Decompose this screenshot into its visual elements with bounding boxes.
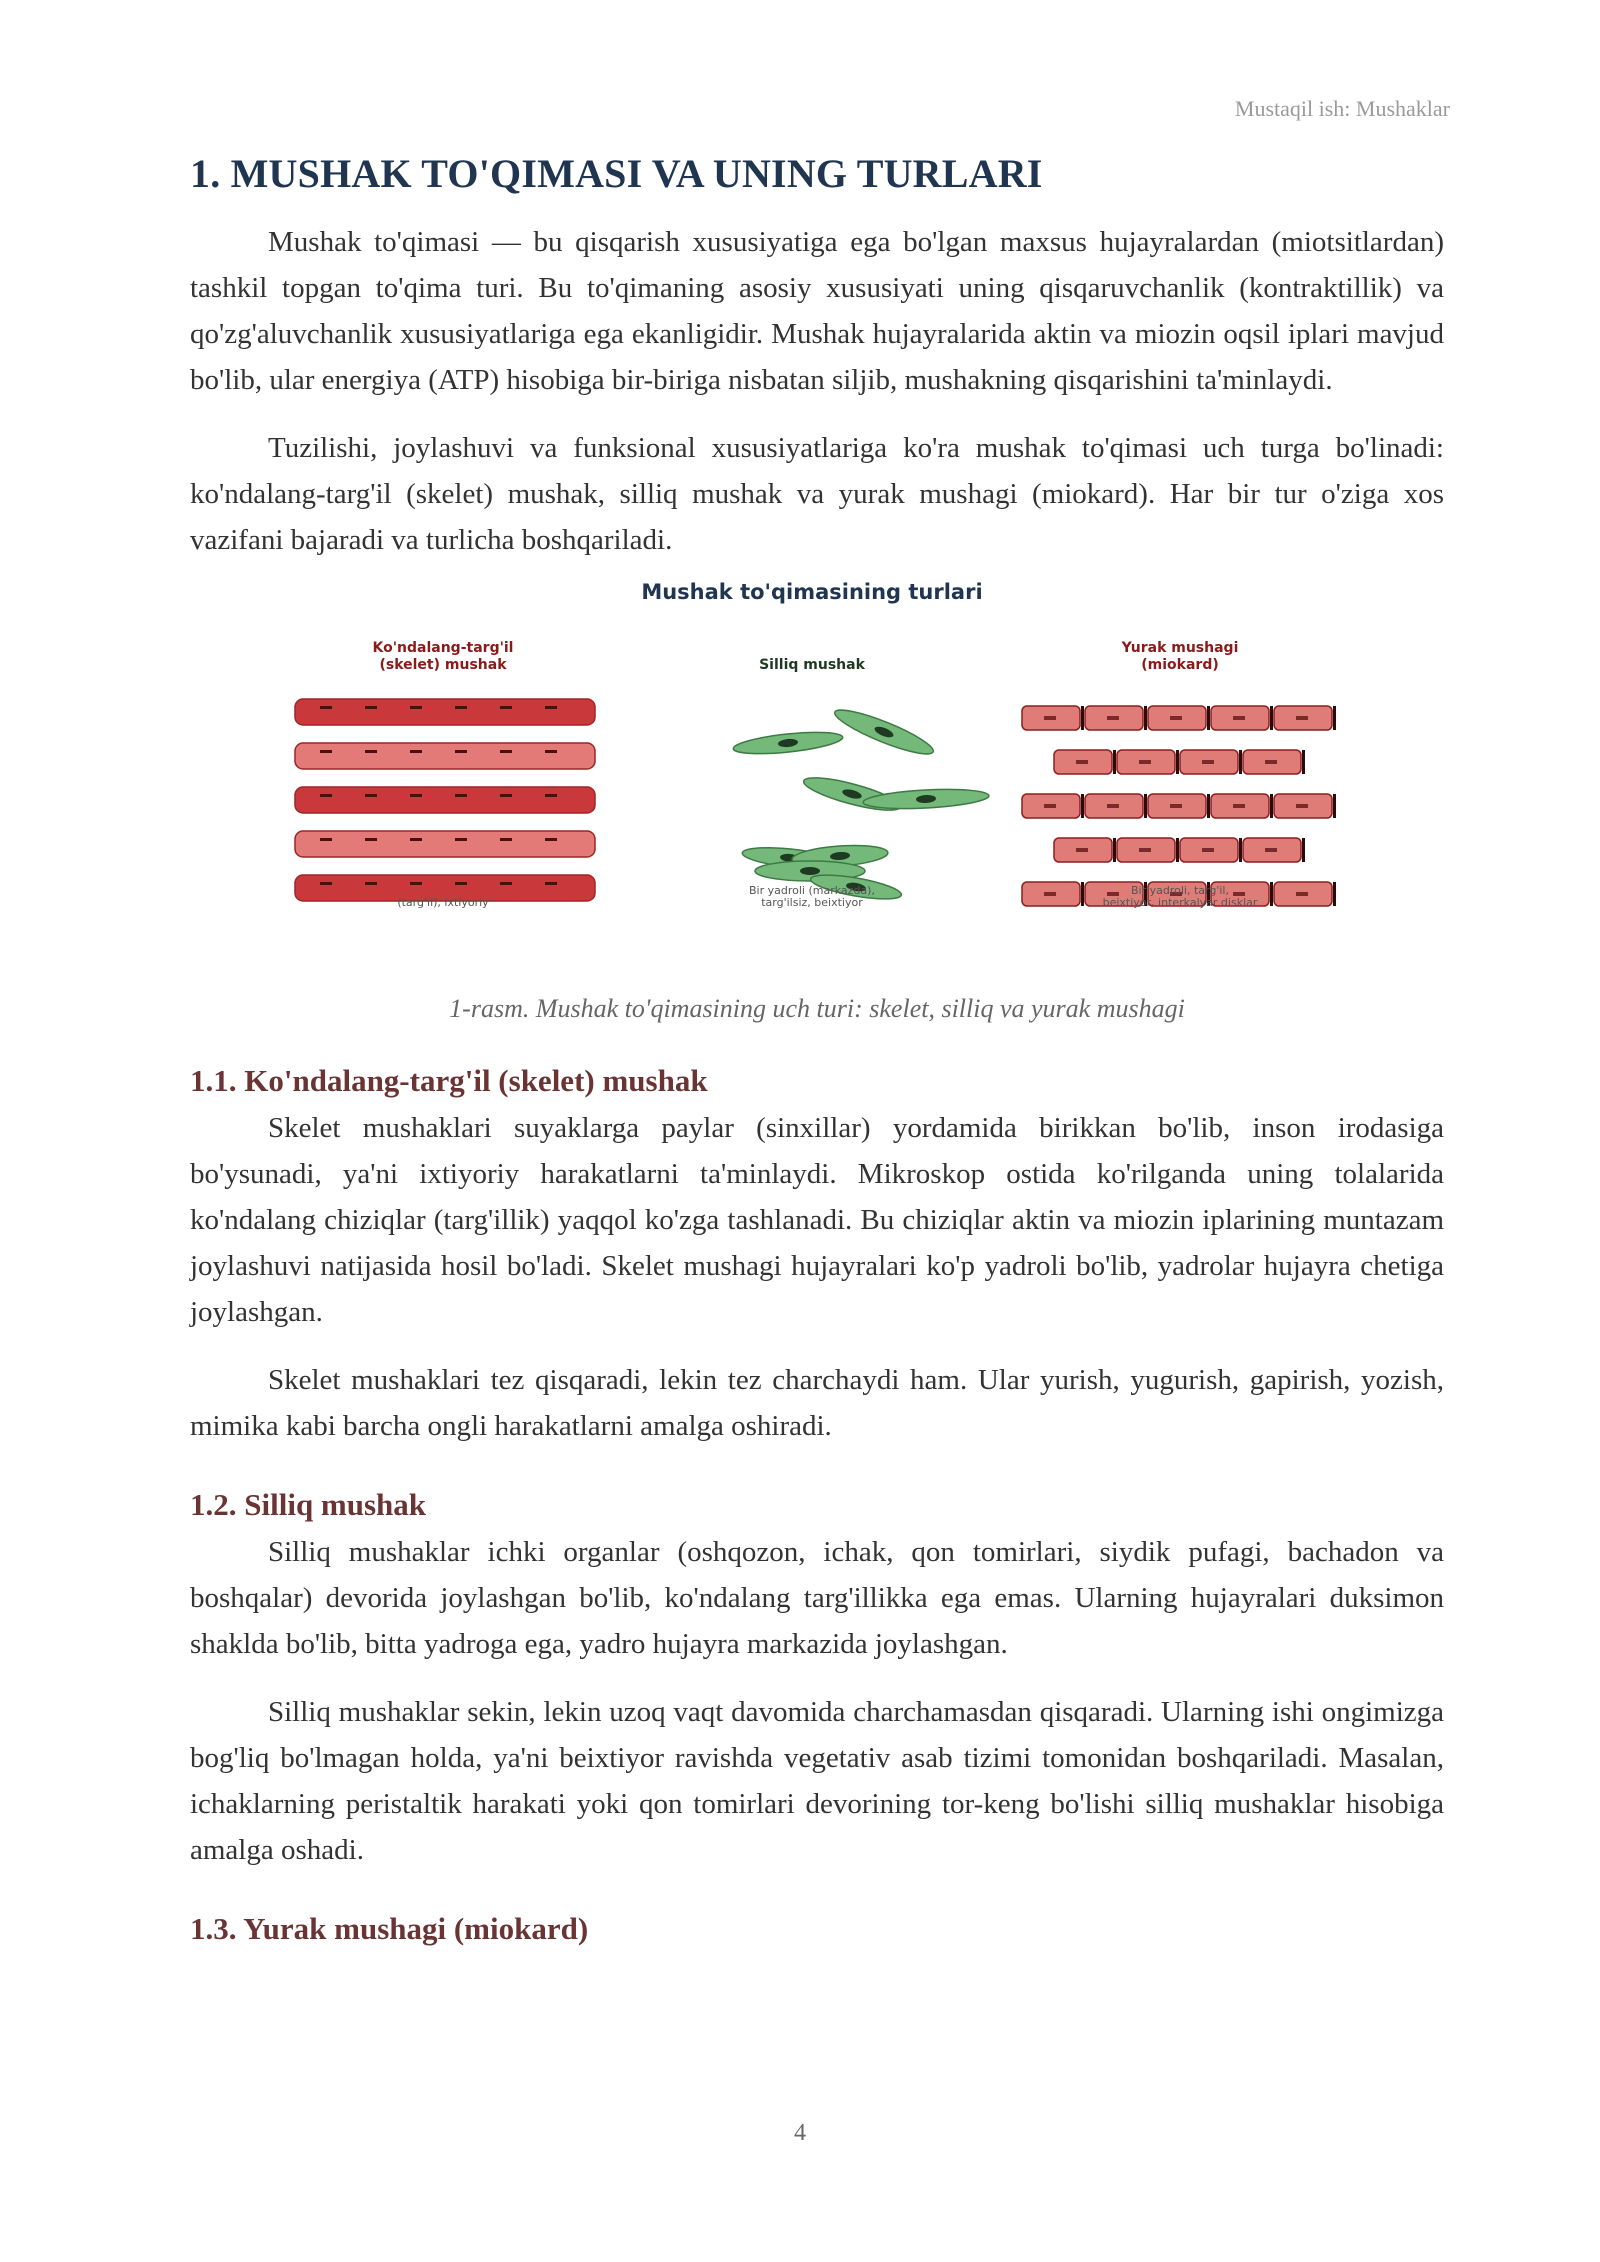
skeletal-nucleus — [455, 838, 467, 841]
muscle-types-illustration — [190, 569, 1444, 989]
skeletal-nucleus — [500, 750, 512, 753]
skeletal-nucleus — [545, 706, 557, 709]
skeletal-nucleus — [500, 794, 512, 797]
figure-caption: 1-rasm. Mushak to'qimasining uch turi: skelet, silliq va yurak mushagi — [449, 994, 1185, 1023]
intercalated-disc — [1113, 838, 1116, 862]
cardiac-footnote-line2: beixtiyor, interkalyar disklar — [1102, 896, 1258, 909]
cardiac-nucleus — [1044, 804, 1056, 808]
cardiac-nucleus — [1076, 848, 1088, 852]
skeletal-nucleus — [320, 794, 332, 797]
skeletal-nucleus — [545, 794, 557, 797]
skeletal-label-line2: (skelet) mushak — [379, 657, 507, 673]
intercalated-disc — [1144, 794, 1147, 818]
intercalated-disc — [1333, 794, 1336, 818]
skeletal-nucleus — [455, 794, 467, 797]
skeletal-nucleus — [500, 882, 512, 885]
cardiac-label-line1: Yurak mushagi — [1121, 640, 1239, 656]
smooth-label: Silliq mushak — [759, 657, 865, 673]
smooth-cell — [732, 728, 843, 757]
skeletal-nucleus — [410, 794, 422, 797]
smooth-paragraph-2: Silliq mushaklar sekin, lekin uzoq vaqt davomida charchamasdan qisqaradi. Ularning ishi ongimizga bog'liq bo'lmagan holda, ya'ni beixtiyor ravishda vegetativ asab tizimi tomonidan boshqariladi. Masalan, ichaklarning peristaltik harakati yoki qon tomirlari devorining tor-keng bo'lishi silliq mushaklar hisobiga amalga oshadi. — [190, 1696, 1444, 1866]
skeletal-nucleus — [320, 706, 332, 709]
cardiac-nucleus — [1233, 804, 1245, 808]
cardiac-nucleus — [1233, 716, 1245, 720]
skeletal-nucleus — [320, 882, 332, 885]
intercalated-disc — [1207, 794, 1210, 818]
skeletal-nucleus — [365, 882, 377, 885]
intercalated-disc — [1113, 750, 1116, 774]
skeletal-nucleus — [365, 706, 377, 709]
running-header: Mustaqil ish: Mushaklar — [1234, 96, 1450, 121]
intercalated-disc — [1176, 750, 1179, 774]
cardiac-nucleus — [1296, 716, 1308, 720]
smooth-cell — [863, 787, 990, 812]
skeletal-paragraph-2: Skelet mushaklari tez qisqaradi, lekin tez charchaydi ham. Ular yurish, yugurish, gapirish, yozish, mimika kabi barcha ongli harakatlarni amalga oshiradi. — [190, 1364, 1444, 1442]
skeletal-nucleus — [500, 838, 512, 841]
intercalated-disc — [1270, 706, 1273, 730]
cardiac-nucleus — [1296, 804, 1308, 808]
intercalated-disc — [1239, 838, 1242, 862]
intercalated-disc — [1302, 838, 1305, 862]
smooth-footnote-line2: targ'ilsiz, beixtiyor — [761, 896, 863, 909]
subsection-title-smooth: 1.2. Silliq mushak — [190, 1487, 427, 1522]
cardiac-nucleus — [1170, 804, 1182, 808]
skeletal-nucleus — [545, 750, 557, 753]
page-content — [190, 150, 1444, 1947]
cardiac-nucleus — [1296, 892, 1308, 896]
intercalated-disc — [1144, 706, 1147, 730]
cardiac-muscle-cells — [1022, 706, 1336, 906]
cardiac-nucleus — [1202, 848, 1214, 852]
skeletal-footnote-line2: (targ'il), ixtiyoriy — [397, 896, 489, 909]
skeletal-nucleus — [455, 882, 467, 885]
skeletal-label-line1: Ko'ndalang-targ'il — [372, 640, 514, 656]
cardiac-nucleus — [1076, 760, 1088, 764]
intercalated-disc — [1207, 706, 1210, 730]
cardiac-nucleus — [1170, 716, 1182, 720]
intercalated-disc — [1081, 882, 1084, 906]
skeletal-nucleus — [545, 882, 557, 885]
skeletal-nucleus — [455, 750, 467, 753]
skeletal-nucleus — [365, 750, 377, 753]
intercalated-disc — [1270, 794, 1273, 818]
cardiac-nucleus — [1139, 760, 1151, 764]
subsection-title-cardiac: 1.3. Yurak mushagi (miokard) — [190, 1911, 589, 1946]
skeletal-fiber — [295, 699, 595, 725]
skeletal-nucleus — [410, 750, 422, 753]
skeletal-nucleus — [410, 706, 422, 709]
cardiac-nucleus — [1044, 892, 1056, 896]
skeletal-nucleus — [500, 706, 512, 709]
skeletal-nucleus — [365, 838, 377, 841]
intercalated-disc — [1302, 750, 1305, 774]
cardiac-nucleus — [1265, 760, 1277, 764]
intercalated-disc — [1333, 882, 1336, 906]
intro-paragraph-1: Mushak to'qimasi — bu qisqarish xususiyatiga ega bo'lgan maxsus hujayralardan (miotsitlardan) tashkil topgan to'qima turi. Bu to'qimaning asosiy xususiyati uning qisqaruvchanlik (kontraktillik) va qo'zg'aluvchanlik xususiyatlariga ega ekanligidir. Mushak hujayralarida aktin va miozin oqsil iplari mavjud bo'lib, ular energiya (ATP) hisobiga bir-biriga nisbatan siljib, mushakning qisqarishini ta'minlaydi. — [190, 226, 1444, 396]
page-number: 4 — [794, 2120, 806, 2146]
smooth-nucleus — [800, 867, 820, 875]
skeletal-paragraph-1: Skelet mushaklari suyaklarga paylar (sinxillar) yordamida birikkan bo'lib, inson irodasiga bo'ysunadi, ya'ni ixtiyoriy harakatlarni ta'minlaydi. Mikroskop ostida ko'rilganda uning tolalarida ko'ndalang chiziqlar (targ'illik) yaqqol ko'zga tashlanadi. Bu chiziqlar aktin va miozin iplarining muntazam joylashuvi natijasida hosil bo'ladi. Skelet mushagi hujayralari ko'p yadroli bo'lib, yadrolar hujayra chetiga joylashgan. — [190, 1112, 1444, 1328]
intercalated-disc — [1081, 794, 1084, 818]
skeletal-nucleus — [410, 838, 422, 841]
skeletal-fiber — [295, 831, 595, 857]
intercalated-disc — [1081, 706, 1084, 730]
subsection-title-skeletal: 1.1. Ko'ndalang-targ'il (skelet) mushak — [190, 1063, 708, 1098]
skeletal-fiber — [295, 743, 595, 769]
muscle-types-figure — [190, 569, 1444, 989]
cardiac-nucleus — [1139, 848, 1151, 852]
skeletal-nucleus — [320, 750, 332, 753]
cardiac-nucleus — [1044, 716, 1056, 720]
intercalated-disc — [1270, 882, 1273, 906]
skeletal-nucleus — [455, 706, 467, 709]
cardiac-nucleus — [1107, 804, 1119, 808]
intercalated-disc — [1333, 706, 1336, 730]
cardiac-label-line2: (miokard) — [1141, 657, 1219, 673]
cardiac-nucleus — [1265, 848, 1277, 852]
intercalated-disc — [1176, 838, 1179, 862]
smooth-muscle-cells — [732, 703, 989, 904]
cardiac-nucleus — [1107, 716, 1119, 720]
smooth-cell — [831, 703, 937, 761]
cardiac-footnote-line1: Bir yadroli, targ'il, — [1131, 884, 1229, 897]
skeletal-nucleus — [410, 882, 422, 885]
skeletal-fiber — [295, 787, 595, 813]
skeletal-nucleus — [320, 838, 332, 841]
skeletal-muscle-fibers — [295, 699, 595, 901]
smooth-footnote-line1: Bir yadroli (markazda), — [749, 884, 875, 897]
smooth-paragraph-1: Silliq mushaklar ichki organlar (oshqozon, ichak, qon tomirlari, siydik pufagi, bachadon va boshqalar) devorida joylashgan bo'lib, ko'ndalang targ'illikka ega emas. Ularning hujayralari duksimon shaklda bo'lib, bitta yadroga ega, yadro hujayra markazida joylashgan. — [190, 1536, 1444, 1660]
intro-paragraph-2: Tuzilishi, joylashuvi va funksional xususiyatlariga ko'ra mushak to'qimasi uch turga bo'linadi: ko'ndalang-targ'il (skelet) mushak, silliq mushak va yurak mushagi (miokard). Har bir tur o'ziga xos vazifani bajaradi va turlicha boshqariladi. — [190, 432, 1444, 556]
intercalated-disc — [1239, 750, 1242, 774]
cardiac-nucleus — [1202, 760, 1214, 764]
skeletal-nucleus — [545, 838, 557, 841]
section-title: 1. MUSHAK TO'QIMASI VA UNING TURLARI — [190, 151, 1043, 196]
figure-title: Mushak to'qimasining turlari — [641, 580, 983, 604]
skeletal-nucleus — [365, 794, 377, 797]
